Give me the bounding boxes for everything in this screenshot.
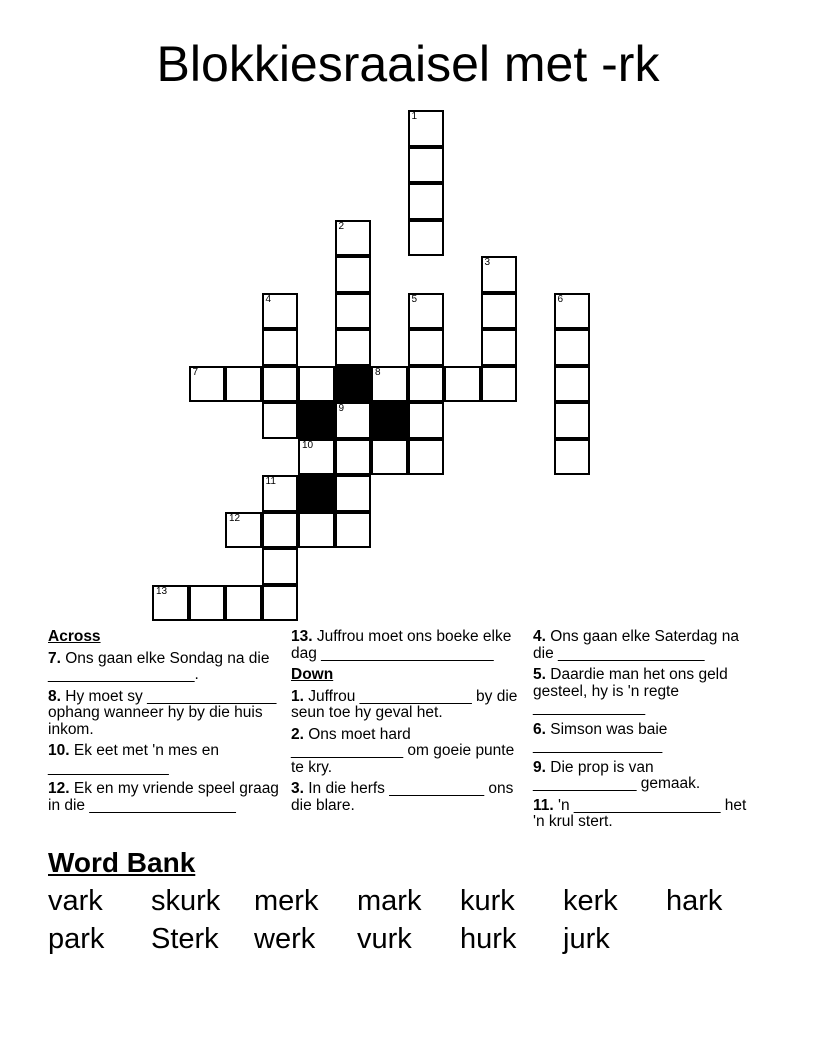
clues-column-3: [533, 629, 761, 836]
crossword-cell[interactable]: [408, 366, 445, 403]
crossword-black-cell: [298, 475, 335, 512]
crossword-cell[interactable]: [262, 475, 299, 512]
crossword-black-cell: [298, 402, 335, 439]
crossword-cell[interactable]: [262, 548, 299, 585]
word-bank-word: kurk: [460, 885, 515, 917]
clue-down-3: 3. In die herfs ___________ ons die blare.: [291, 780, 514, 814]
crossword-cell[interactable]: [262, 512, 299, 549]
clue-down-1: 1. Juffrou _____________ by die seun toe hy geval het.: [291, 687, 518, 721]
crossword-cell[interactable]: [225, 585, 262, 622]
clue-number: 10: [302, 439, 314, 451]
crossword-cell[interactable]: [408, 293, 445, 330]
clues-column-1: [48, 629, 280, 819]
crossword-cell[interactable]: [408, 147, 445, 184]
word-bank-word: park: [48, 923, 105, 955]
crossword-cell[interactable]: [262, 329, 299, 366]
crossword-cell[interactable]: [554, 366, 591, 403]
clue-number: 11: [265, 476, 276, 487]
word-bank-word: Sterk: [151, 923, 219, 955]
clue-number: 13: [156, 585, 168, 597]
crossword-cell[interactable]: [298, 366, 335, 403]
clue-down-5: 5. Daardie man het ons geld gesteel, hy is 'n regte _____________: [533, 666, 728, 716]
word-bank-word: hark: [666, 885, 723, 917]
crossword-cell[interactable]: [554, 293, 591, 330]
crossword-cell[interactable]: [481, 366, 518, 403]
crossword-cell[interactable]: [408, 329, 445, 366]
crossword-cell[interactable]: [444, 366, 481, 403]
crossword-black-cell: [371, 402, 408, 439]
clue-down-4: 4. Ons gaan elke Saterdag na die _________________: [533, 628, 739, 662]
crossword-cell[interactable]: [554, 439, 591, 476]
across-heading: Across: [48, 628, 101, 645]
crossword-cell[interactable]: [335, 512, 372, 549]
crossword-cell[interactable]: [371, 439, 408, 476]
crossword-cell[interactable]: [408, 402, 445, 439]
crossword-cell[interactable]: [335, 402, 372, 439]
crossword-cell[interactable]: [481, 293, 518, 330]
word-bank-word: skurk: [151, 885, 221, 917]
clue-number: 3: [484, 257, 491, 268]
crossword-cell[interactable]: [225, 512, 262, 549]
clue-down-2: 2. Ons moet hard _____________ om goeie punte te kry.: [291, 725, 515, 776]
clue-number: 9: [338, 403, 345, 414]
crossword-cell[interactable]: [189, 585, 226, 622]
word-bank-word: vurk: [357, 923, 412, 955]
clue-number: 4: [265, 293, 272, 305]
crossword-cell[interactable]: [554, 402, 591, 439]
crossword-cell[interactable]: [298, 439, 335, 476]
clue-down-6: 6. Simson was baie _______________: [533, 720, 668, 754]
crossword-cell[interactable]: [335, 329, 372, 366]
clues-column-2: [291, 629, 523, 819]
word-bank-word: merk: [254, 885, 319, 917]
word-bank-word: vark: [48, 885, 103, 917]
word-bank-word: werk: [254, 923, 316, 955]
word-bank-word: mark: [357, 885, 422, 917]
crossword-cell[interactable]: [262, 366, 299, 403]
clue-down-9: 9. Die prop is van ____________ gemaak.: [533, 758, 701, 792]
clue-number: 7: [192, 366, 199, 378]
crossword-cell[interactable]: [408, 110, 445, 147]
word-bank-word: kerk: [563, 885, 618, 917]
word-bank-word: jurk: [563, 923, 610, 955]
down-heading: Down: [291, 666, 334, 683]
crossword-cell[interactable]: [189, 366, 226, 403]
crossword-cell[interactable]: [298, 512, 335, 549]
clue-number: 8: [375, 366, 381, 378]
crossword-cell[interactable]: [481, 256, 518, 293]
clue-across-12: 12. Ek en my vriende speel graag in die _________________: [48, 780, 279, 814]
crossword-cell[interactable]: [225, 366, 262, 403]
word-bank-title: Word Bank: [48, 847, 196, 878]
clue-across-13: 13. Juffrou moet ons boeke elke dag ____________________: [291, 628, 512, 662]
crossword-cell[interactable]: [408, 439, 445, 476]
crossword-cell[interactable]: [262, 293, 299, 330]
crossword-cell[interactable]: [335, 256, 372, 293]
crossword-cell[interactable]: [408, 183, 445, 220]
clue-across-8: 8. Hy moet sy _______________ ophang wanneer hy by die huis inkom.: [48, 687, 277, 738]
crossword-cell[interactable]: [554, 329, 591, 366]
crossword-cell[interactable]: [335, 220, 372, 257]
crossword-cell[interactable]: [152, 585, 189, 622]
crossword-cell[interactable]: [371, 366, 408, 403]
clue-number: 12: [229, 512, 241, 524]
crossword-cell[interactable]: [335, 439, 372, 476]
clue-number: 6: [557, 293, 564, 305]
crossword-cell[interactable]: [262, 585, 299, 622]
crossword-cell[interactable]: [262, 402, 299, 439]
clue-number: 1: [411, 111, 418, 122]
crossword-cell[interactable]: [335, 293, 372, 330]
clue-number: 2: [338, 220, 345, 232]
crossword-cell[interactable]: [335, 475, 372, 512]
page-title: Blokkiesraaisel met -rk: [156, 36, 660, 92]
crossword-black-cell: [335, 366, 372, 403]
clue-down-11: 11. 'n _________________ het 'n krul stert.: [533, 796, 747, 830]
clue-across-7: 7. Ons gaan elke Sondag na die _________________.: [48, 649, 270, 683]
crossword-cell[interactable]: [481, 329, 518, 366]
word-bank-word: hurk: [460, 923, 517, 955]
clue-across-10: 10. Ek eet met 'n mes en ______________: [48, 742, 219, 776]
clue-number: 5: [411, 293, 418, 305]
crossword-cell[interactable]: [408, 220, 445, 257]
